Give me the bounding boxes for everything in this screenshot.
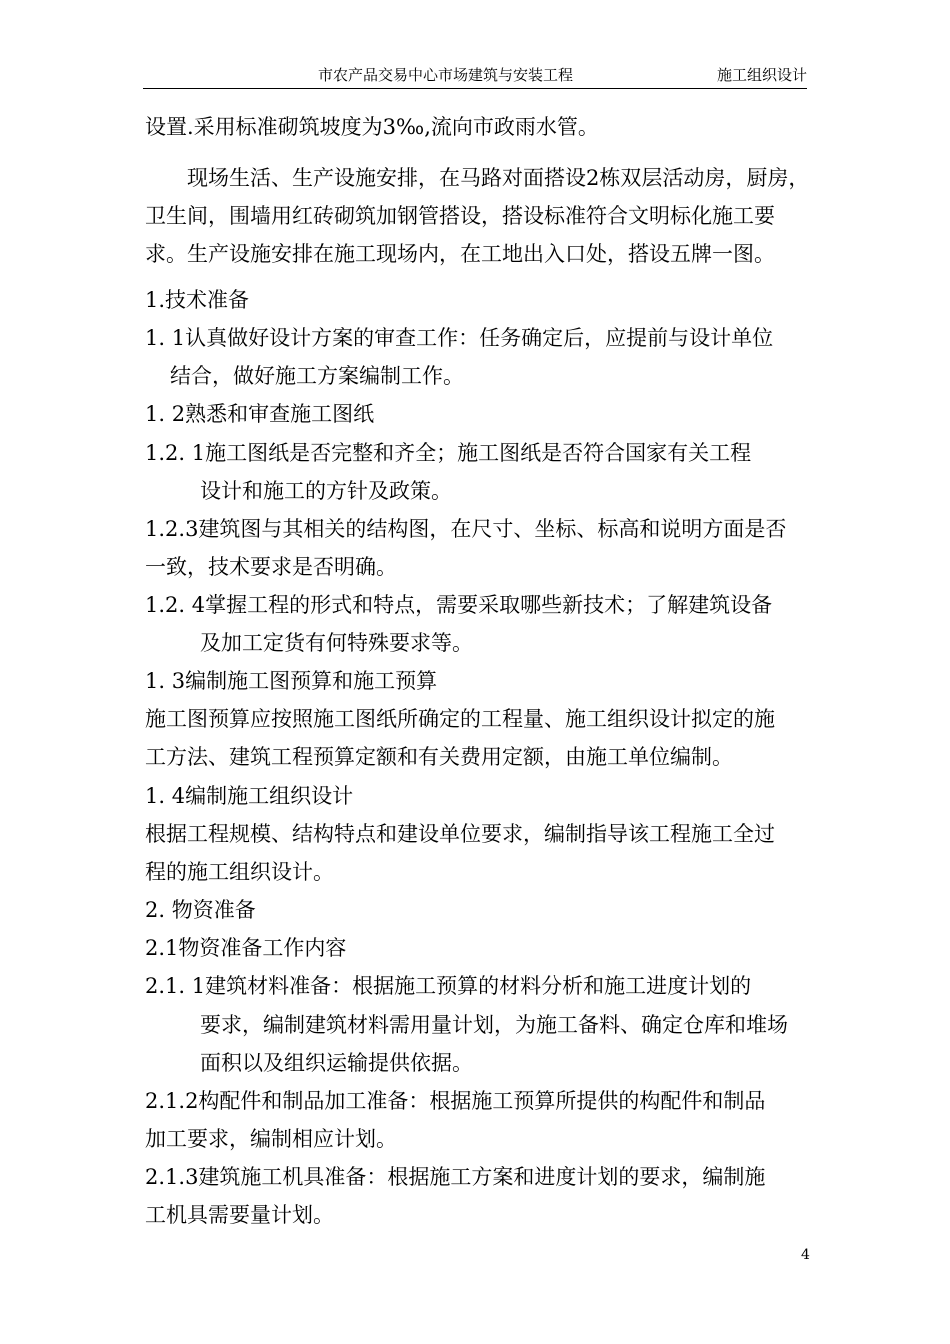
- text-line: 一致，技术要求是否明确。: [145, 555, 397, 579]
- page-number: 4: [801, 1247, 810, 1263]
- text-line: 2.1.3建筑施工机具准备：根据施工方案和进度计划的要求，编制施: [145, 1165, 766, 1189]
- text-line: 卫生间，围墙用红砖砌筑加钢管搭设，搭设标准符合文明标化施工要: [145, 204, 775, 228]
- text-line: 2.1物资准备工作内容: [145, 936, 347, 960]
- text-line: 加工要求，编制相应计划。: [145, 1127, 397, 1151]
- text-line: 结合，做好施工方案编制工作。: [170, 364, 464, 388]
- text-line: 工方法、建筑工程预算定额和有关费用定额，由施工单位编制。: [145, 745, 733, 769]
- text-line: 施工图预算应按照施工图纸所确定的工程量、施工组织设计拟定的施: [145, 707, 775, 731]
- text-line: 2.1. 1建筑材料准备：根据施工预算的材料分析和施工进度计划的: [145, 974, 752, 998]
- text-line: 求。生产设施安排在施工现场内，在工地出入口处，搭设五牌一图。: [145, 242, 775, 266]
- text-line: 程的施工组织设计。: [145, 860, 334, 884]
- header-title: 市农产品交易中心市场建筑与安装工程: [318, 66, 574, 84]
- text-line: 工机具需要量计划。: [145, 1203, 334, 1227]
- text-line: 1.2.3建筑图与其相关的结构图，在尺寸、坐标、标高和说明方面是否: [145, 517, 787, 541]
- header-doc-type: 施工组织设计: [716, 66, 807, 84]
- text-line: 设计和施工的方针及政策。: [200, 479, 452, 503]
- text-line: 根据工程规模、结构特点和建设单位要求，编制指导该工程施工全过: [145, 822, 775, 846]
- page-header: [143, 64, 807, 89]
- text-line: 1. 4编制施工组织设计: [145, 784, 354, 808]
- text-line: 现场生活、生产设施安排，在马路对面搭设2栋双层活动房，厨房，: [187, 166, 810, 190]
- text-line: 设置.采用标准砌筑坡度为3‰,流向市政雨水管。: [145, 115, 599, 139]
- text-line: 2.1.2构配件和制品加工准备：根据施工预算所提供的构配件和制品: [145, 1089, 766, 1113]
- text-line: 1. 3编制施工图预算和施工预算: [145, 669, 438, 693]
- text-line: 1. 1认真做好设计方案的审查工作：任务确定后，应提前与设计单位: [145, 326, 774, 350]
- text-line: 要求，编制建筑材料需用量计划，为施工备料、确定仓库和堆场: [200, 1013, 788, 1037]
- text-line: 1.2. 4掌握工程的形式和特点，需要采取哪些新技术；了解建筑设备: [145, 593, 773, 617]
- text-line: 面积以及组织运输提供依据。: [200, 1051, 473, 1075]
- section-heading: 2. 物资准备: [145, 898, 256, 922]
- text-line: 1.2. 1施工图纸是否完整和齐全；施工图纸是否符合国家有关工程: [145, 441, 752, 465]
- text-line: 及加工定货有何特殊要求等。: [200, 631, 473, 655]
- section-heading: 1.技术准备: [145, 288, 250, 312]
- text-line: 1. 2熟悉和审查施工图纸: [145, 402, 375, 426]
